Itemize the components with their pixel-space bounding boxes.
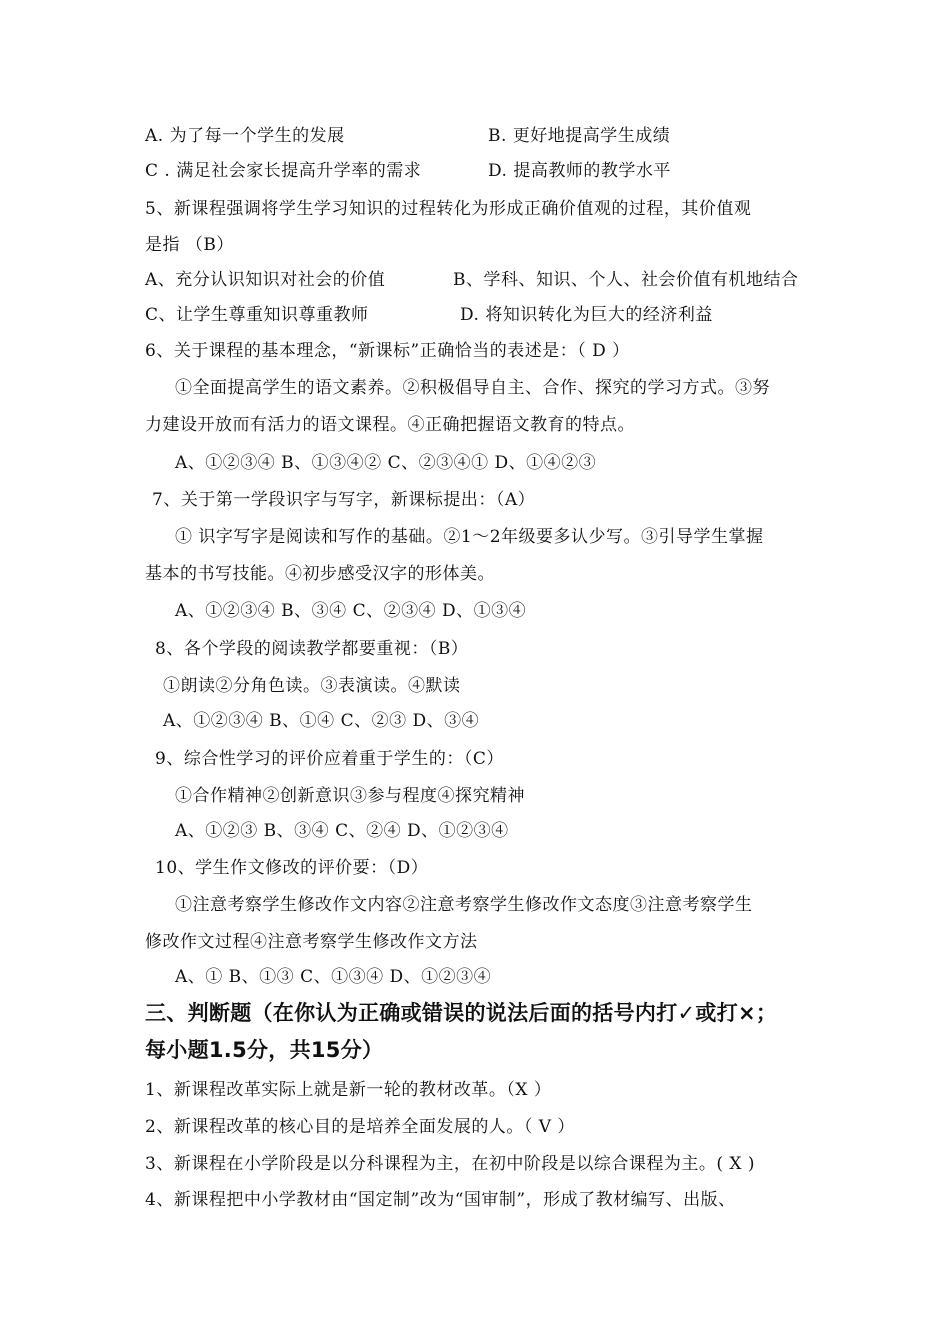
- q5-option-c: C、让学生尊重知识尊重教师: [145, 305, 369, 325]
- q5-option-d: D. 将知识转化为巨大的经济利益: [460, 305, 713, 325]
- judgement-item-3: 3、新课程在小学阶段是以分科课程为主，在初中阶段是以综合课程为主。( X ): [145, 1154, 755, 1174]
- q5-stem-line2: 是指 （B）: [145, 235, 234, 255]
- q10-stem: 10、学生作文修改的评价要：（D）: [155, 858, 429, 878]
- q5-option-a: A、充分认识知识对社会的价值: [145, 270, 386, 290]
- q6-items-line2: 力建设开放而有活力的语文课程。④正确把握语文教育的特点。: [145, 415, 635, 435]
- q6-items-line1: ①全面提高学生的语文素养。②积极倡导自主、合作、探究的学习方式。③努: [175, 378, 770, 398]
- q5-stem-line1: 5、新课程强调将学生学习知识的过程转化为形成正确价值观的过程，其价值观: [145, 199, 752, 219]
- q4-option-c: C . 满足社会家长提高升学率的需求: [145, 161, 422, 181]
- q7-items-line2: 基本的书写技能。④初步感受汉字的形体美。: [145, 564, 495, 584]
- q10-items-line2: 修改作文过程④注意考察学生修改作文方法: [145, 932, 478, 952]
- q4-option-d: D. 提高教师的教学水平: [488, 161, 671, 181]
- q6-options: A、①②③④ B、①③④② C、②③④① D、①④②③: [175, 453, 597, 473]
- section3-heading-line1: 三、判断题（在你认为正确或错误的说法后面的括号内打✓或打×；: [145, 1001, 778, 1025]
- q7-stem: 7、关于第一学段识字与写字，新课标提出：（A）: [152, 490, 536, 510]
- judgement-item-1: 1、新课程改革实际上就是新一轮的教材改革。（X ）: [145, 1080, 552, 1100]
- q9-items: ①合作精神②创新意识③参与程度④探究精神: [175, 786, 525, 806]
- judgement-item-4: 4、新课程把中小学教材由“国定制”改为“国审制”，形成了教材编写、出版、: [145, 1190, 736, 1210]
- q8-stem: 8、各个学段的阅读教学都要重视：（B）: [155, 639, 469, 659]
- q7-options: A、①②③④ B、③④ C、②③④ D、①③④: [175, 601, 527, 621]
- q10-options: A、① B、①③ C、①③④ D、①②③④: [175, 967, 492, 987]
- q6-stem: 6、关于课程的基本理念，“新课标”正确恰当的表述是：（ D ）: [145, 341, 630, 361]
- q10-items-line1: ①注意考察学生修改作文内容②注意考察学生修改作文态度③注意考察学生: [175, 895, 753, 915]
- q8-options: A、①②③④ B、①④ C、②③ D、③④: [163, 711, 480, 731]
- q5-option-b: B、学科、知识、个人、社会价值有机地结合: [453, 270, 799, 290]
- q9-stem: 9、综合性学习的评价应着重于学生的：（C）: [155, 749, 504, 769]
- q9-options: A、①②③ B、③④ C、②④ D、①②③④: [175, 821, 509, 841]
- section3-heading-line2: 每小题1.5分，共15分）: [145, 1038, 384, 1062]
- q4-option-b: B. 更好地提高学生成绩: [488, 126, 671, 146]
- q8-items: ①朗读②分角色读。③表演读。④默读: [163, 676, 461, 696]
- q7-items-line1: ① 识字写字是阅读和写作的基础。②1～2年级要多认少写。③引导学生掌握: [175, 527, 764, 547]
- q4-option-a: A. 为了每一个学生的发展: [145, 126, 345, 146]
- judgement-item-2: 2、新课程改革的核心目的是培养全面发展的人。（ V ）: [145, 1117, 575, 1137]
